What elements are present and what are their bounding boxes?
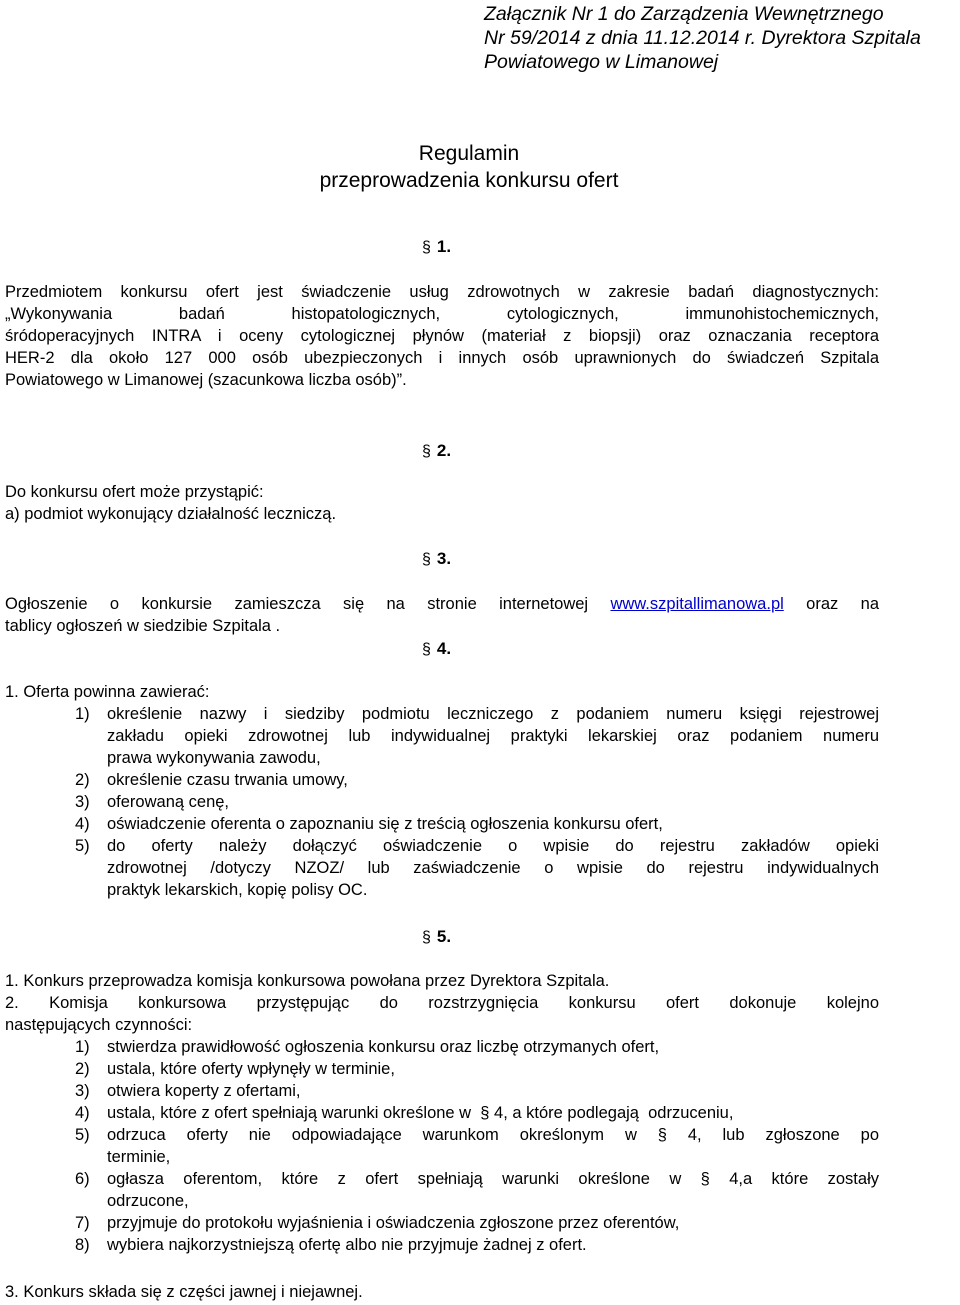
section-symbol: §	[422, 551, 431, 568]
list-item	[5, 791, 879, 813]
paragraph-line: 1. Konkurs przeprowadza komisja konkursowa powołana przez Dyrektora Szpitala.	[5, 972, 610, 990]
section-3-heading	[422, 548, 451, 571]
paragraph-line: Powiatowego w Limanowej (szacunkowa liczba osób)”.	[5, 371, 407, 389]
list-item-number: 3)	[75, 1082, 90, 1100]
list-item-number: 1)	[75, 705, 90, 723]
section-symbol: §	[422, 641, 431, 658]
list-item-number: 5)	[75, 1126, 90, 1144]
website-link[interactable]: www.szpitallimanowa.pl	[610, 595, 784, 613]
section-4-heading	[422, 638, 451, 661]
paragraph-line: 1. Oferta powinna zawierać:	[5, 683, 210, 701]
title-line-2: przeprowadzenia konkursu ofert	[319, 169, 619, 192]
list-item-line: zdrowotnej /dotyczy NZOZ/ lub zaświadczenie o wpisie do rejestru indywidualnych	[107, 859, 879, 877]
list-item	[5, 835, 879, 901]
list-item-line: określenie nazwy i siedziby podmiotu leczniczego z podaniem numeru księgi rejestrowej	[107, 705, 879, 723]
section-1-heading	[422, 236, 451, 259]
list-item-number: 6)	[75, 1170, 90, 1188]
paragraph-line: tablicy ogłoszeń w siedzibie Szpitala .	[5, 617, 281, 635]
title-line-1: Regulamin	[418, 142, 520, 165]
section-2-heading	[422, 440, 451, 463]
list-item	[5, 813, 879, 835]
list-item-line: wybiera najkorzystniejszą ofertę albo nie przyjmuje żadnej z ofert.	[107, 1236, 587, 1254]
paragraph-line: „Wykonywania badań histopatologicznych, cytologicznych, immunohistochemicznych,	[5, 305, 879, 323]
list-item-number: 2)	[75, 1060, 90, 1078]
list-item-line: terminie,	[107, 1148, 171, 1166]
header-line-3: Powiatowego w Limanowej	[484, 51, 719, 73]
text-after-link: oraz na	[783, 595, 879, 613]
text-before-link: Ogłoszenie o konkursie zamieszcza się na stronie internetowej	[5, 595, 611, 613]
paragraph-line: następujących czynności:	[5, 1016, 193, 1034]
list-item-number: 1)	[75, 1038, 90, 1056]
list-item-line: odrzucone,	[107, 1192, 189, 1210]
paragraph-line: a) podmiot wykonujący działalność leczniczą.	[5, 505, 337, 523]
section-1-paragraph	[5, 281, 879, 391]
paragraph-line: 2. Komisja konkursowa przystępując do rozstrzygnięcia konkursu ofert dokonuje kolejno	[5, 994, 879, 1012]
document-header	[484, 2, 921, 74]
offer-contents-list	[5, 703, 879, 901]
list-item-line: prawa wykonywania zawodu,	[107, 749, 321, 767]
list-item-line: określenie czasu trwania umowy,	[107, 771, 348, 789]
paragraph-line: Do konkursu ofert może przystąpić:	[5, 483, 264, 501]
header-line-1: Załącznik Nr 1 do Zarządzenia Wewnętrznego	[484, 3, 884, 25]
header-line-2: Nr 59/2014 z dnia 11.12.2014 r. Dyrektora Szpitala	[484, 27, 921, 49]
section-5-final-paragraph	[5, 1281, 879, 1303]
section-symbol: §	[422, 929, 431, 946]
section-4-paragraph	[5, 681, 879, 901]
list-item	[5, 1102, 879, 1124]
section-number: 3.	[436, 549, 452, 568]
list-item-line: oferowaną cenę,	[107, 793, 230, 811]
document-title	[0, 140, 938, 194]
paragraph-line	[5, 593, 879, 615]
section-number: 1.	[436, 237, 452, 256]
section-2-paragraph	[5, 481, 879, 525]
section-number: 4.	[436, 639, 452, 658]
list-item	[5, 1168, 879, 1212]
list-item-line: praktyk lekarskich, kopię polisy OC.	[107, 881, 368, 899]
list-item	[5, 1058, 879, 1080]
section-5-heading	[422, 926, 451, 949]
list-item-line: otwiera koperty z ofertami,	[107, 1082, 301, 1100]
section-number: 2.	[436, 441, 452, 460]
section-5-paragraph	[5, 970, 879, 1256]
list-item-line: stwierdza prawidłowość ogłoszenia konkursu oraz liczbę otrzymanych ofert,	[107, 1038, 660, 1056]
list-item-line: przyjmuje do protokołu wyjaśnienia i oświadczenia zgłoszone przez oferentów,	[107, 1214, 680, 1232]
list-item	[5, 1234, 879, 1256]
paragraph-line: Przedmiotem konkursu ofert jest świadczenie usług zdrowotnych w zakresie badań diagnostycznych:	[5, 283, 879, 301]
paragraph-line: śródoperacyjnych INTRA i oceny cytologicznej płynów (materiał z biopsji) oraz oznaczania receptora	[5, 327, 879, 345]
list-item	[5, 769, 879, 791]
list-item-number: 4)	[75, 1104, 90, 1122]
list-item-line: do oferty należy dołączyć oświadczenie o wpisie do rejestru zakładów opieki	[107, 837, 879, 855]
list-item-line: oświadczenie oferenta o zapoznaniu się z treścią ogłoszenia konkursu ofert,	[107, 815, 663, 833]
list-item-number: 5)	[75, 837, 90, 855]
list-item-line: odrzuca oferty nie odpowiadające warunkom określonym w § 4, lub zgłoszone po	[107, 1126, 879, 1144]
list-item-line: ogłasza oferentom, które z ofert spełniają warunki określone w § 4,a które zostały	[107, 1170, 879, 1188]
section-symbol: §	[422, 239, 431, 256]
list-item-number: 2)	[75, 771, 90, 789]
list-item	[5, 1212, 879, 1234]
paragraph-line: 3. Konkurs składa się z części jawnej i niejawnej.	[5, 1283, 363, 1301]
section-3-paragraph	[5, 593, 879, 637]
list-item-line: zakładu opieki zdrowotnej lub indywidualnej praktyki lekarskiej oraz podaniem numeru	[107, 727, 879, 745]
list-item	[5, 1124, 879, 1168]
commission-tasks-list	[5, 1036, 879, 1256]
list-item-number: 7)	[75, 1214, 90, 1232]
list-item-number: 8)	[75, 1236, 90, 1254]
list-item	[5, 703, 879, 769]
list-item-line: ustala, które oferty wpłynęły w terminie,	[107, 1060, 395, 1078]
list-item	[5, 1036, 879, 1058]
list-item-number: 4)	[75, 815, 90, 833]
paragraph-line: HER-2 dla około 127 000 osób ubezpieczonych i innych osób uprawnionych do świadczeń Szpitala	[5, 349, 879, 367]
section-number: 5.	[436, 927, 452, 946]
list-item	[5, 1080, 879, 1102]
list-item-line: ustala, które z ofert spełniają warunki określone w § 4, a które podlegają odrzuceniu,	[107, 1104, 734, 1122]
list-item-number: 3)	[75, 793, 90, 811]
section-symbol: §	[422, 443, 431, 460]
